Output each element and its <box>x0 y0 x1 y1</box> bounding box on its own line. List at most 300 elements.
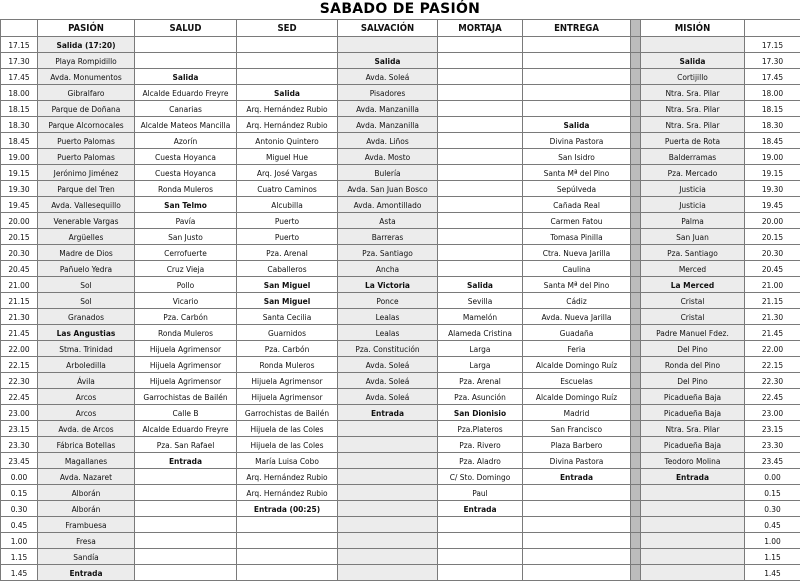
schedule-cell: Ronda Muleros <box>135 181 237 197</box>
schedule-cell: Parque Alcornocales <box>38 117 135 133</box>
column-separator <box>631 469 641 485</box>
time-cell-right: 1.15 <box>745 549 800 565</box>
schedule-cell <box>135 37 237 53</box>
time-cell: 20.00 <box>1 213 38 229</box>
table-row <box>1 325 800 341</box>
schedule-cell: C/ Sto. Domingo <box>438 469 523 485</box>
header-row <box>1 20 800 37</box>
column-separator <box>631 565 641 581</box>
schedule-cell: Entrada <box>438 501 523 517</box>
schedule-cell: Del Pino <box>641 373 745 389</box>
table-row <box>1 53 800 69</box>
table-row <box>1 469 800 485</box>
time-cell-right: 17.45 <box>745 69 800 85</box>
schedule-cell: Larga <box>438 357 523 373</box>
schedule-cell: Argüelles <box>38 229 135 245</box>
schedule-cell: Jerónimo Jiménez <box>38 165 135 181</box>
schedule-cell: Picadueña Baja <box>641 389 745 405</box>
table-row <box>1 373 800 389</box>
schedule-cell: Granados <box>38 309 135 325</box>
schedule-cell: Ntra. Sra. Pilar <box>641 85 745 101</box>
schedule-cell: Santa Mª del Pino <box>523 277 631 293</box>
schedule-cell: Alcalde Domingo Ruíz <box>523 357 631 373</box>
page-title: SABADO DE PASIÓN <box>319 1 481 17</box>
schedule-cell: Cristal <box>641 309 745 325</box>
time-cell-right: 0.30 <box>745 501 800 517</box>
time-cell-right: 22.00 <box>745 341 800 357</box>
column-separator <box>631 85 641 101</box>
schedule-cell: Pza. Constitución <box>338 341 438 357</box>
schedule-cell: Balderramas <box>641 149 745 165</box>
schedule-cell: Fresa <box>38 533 135 549</box>
schedule-cell <box>338 469 438 485</box>
schedule-cell <box>438 533 523 549</box>
schedule-cell <box>135 469 237 485</box>
column-separator <box>631 117 641 133</box>
table-row <box>1 133 800 149</box>
schedule-cell <box>523 549 631 565</box>
schedule-cell: Ávila <box>38 373 135 389</box>
schedule-cell: Entrada <box>641 469 745 485</box>
table-row <box>1 245 800 261</box>
column-separator <box>631 53 641 69</box>
schedule-cell: Gibralfaro <box>38 85 135 101</box>
schedule-cell: Alcalde Mateos Mancilla <box>135 117 237 133</box>
schedule-cell: Ntra. Sra. Pilar <box>641 101 745 117</box>
schedule-cell: Sepúlveda <box>523 181 631 197</box>
schedule-cell: Venerable Vargas <box>38 213 135 229</box>
table-row <box>1 229 800 245</box>
schedule-cell <box>523 517 631 533</box>
schedule-cell <box>338 485 438 501</box>
schedule-cell: Arcos <box>38 389 135 405</box>
time-cell: 19.45 <box>1 197 38 213</box>
time-cell: 0.00 <box>1 469 38 485</box>
schedule-cell: Plaza Barbero <box>523 437 631 453</box>
schedule-cell: Cruz Vieja <box>135 261 237 277</box>
table-row <box>1 357 800 373</box>
schedule-cell: Pza. Mercado <box>641 165 745 181</box>
schedule-cell: Alcalde Eduardo Freyre <box>135 85 237 101</box>
column-separator <box>631 405 641 421</box>
schedule-cell: Lealas <box>338 325 438 341</box>
time-cell-right: 19.30 <box>745 181 800 197</box>
schedule-cell: Pza. Carbón <box>237 341 338 357</box>
table-row <box>1 405 800 421</box>
time-cell: 18.00 <box>1 85 38 101</box>
schedule-cell: Hijuela de las Coles <box>237 437 338 453</box>
time-cell: 17.15 <box>1 37 38 53</box>
column-separator <box>631 549 641 565</box>
schedule-cell <box>338 37 438 53</box>
schedule-cell: Hijuela Agrimensor <box>135 341 237 357</box>
schedule-cell: Pisadores <box>338 85 438 101</box>
schedule-cell <box>641 485 745 501</box>
schedule-cell: Salida <box>338 53 438 69</box>
schedule-cell: Canarias <box>135 101 237 117</box>
schedule-cell: La Merced <box>641 277 745 293</box>
schedule-cell: Ronda Muleros <box>135 325 237 341</box>
column-separator <box>631 101 641 117</box>
schedule-cell: Avda. Manzanilla <box>338 101 438 117</box>
schedule-cell: Pza. Carbón <box>135 309 237 325</box>
time-cell-right: 0.00 <box>745 469 800 485</box>
schedule-cell: Paul <box>438 485 523 501</box>
schedule-cell <box>338 501 438 517</box>
schedule-cell <box>338 549 438 565</box>
table-row <box>1 485 800 501</box>
schedule-cell: Entrada <box>523 469 631 485</box>
schedule-cell <box>237 533 338 549</box>
table-row <box>1 101 800 117</box>
schedule-cell: San Dionisio <box>438 405 523 421</box>
table-row <box>1 117 800 133</box>
schedule-cell <box>438 565 523 581</box>
schedule-cell: Salida <box>237 85 338 101</box>
schedule-cell: Larga <box>438 341 523 357</box>
schedule-cell: Lealas <box>338 309 438 325</box>
time-cell-right: 18.15 <box>745 101 800 117</box>
column-header-salvación: SALVACIÓN <box>338 20 438 37</box>
schedule-cell: Alameda Cristina <box>438 325 523 341</box>
schedule-cell <box>338 437 438 453</box>
column-header-time <box>745 20 800 37</box>
time-cell-right: 20.30 <box>745 245 800 261</box>
column-separator <box>631 133 641 149</box>
time-cell-right: 21.45 <box>745 325 800 341</box>
schedule-cell: Cuatro Caminos <box>237 181 338 197</box>
column-separator <box>631 181 641 197</box>
column-separator <box>631 389 641 405</box>
schedule-cell <box>438 117 523 133</box>
column-separator <box>631 517 641 533</box>
schedule-cell: Arq. José Vargas <box>237 165 338 181</box>
column-separator <box>631 421 641 437</box>
table-row <box>1 437 800 453</box>
schedule-cell: San Juan <box>641 229 745 245</box>
time-cell: 17.30 <box>1 53 38 69</box>
schedule-cell: Pza. Santiago <box>338 245 438 261</box>
schedule-cell: Divina Pastora <box>523 133 631 149</box>
column-header-sed: SED <box>237 20 338 37</box>
schedule-cell <box>338 421 438 437</box>
table-row <box>1 453 800 469</box>
schedule-cell <box>641 37 745 53</box>
schedule-cell <box>237 549 338 565</box>
schedule-cell: Cádiz <box>523 293 631 309</box>
schedule-cell: Alcalde Domingo Ruíz <box>523 389 631 405</box>
schedule-cell <box>641 533 745 549</box>
table-row <box>1 149 800 165</box>
time-cell: 19.15 <box>1 165 38 181</box>
schedule-cell: Merced <box>641 261 745 277</box>
time-cell: 1.15 <box>1 549 38 565</box>
column-separator <box>631 357 641 373</box>
schedule-cell: Puerto Palomas <box>38 149 135 165</box>
time-cell: 18.45 <box>1 133 38 149</box>
table-row <box>1 197 800 213</box>
time-cell-right: 1.45 <box>745 565 800 581</box>
table-row <box>1 549 800 565</box>
time-cell-right: 19.00 <box>745 149 800 165</box>
schedule-cell: Arq. Hernández Rubio <box>237 485 338 501</box>
schedule-cell: Entrada <box>135 453 237 469</box>
schedule-cell: Stma. Trinidad <box>38 341 135 357</box>
schedule-cell: Puerto <box>237 229 338 245</box>
time-cell-right: 19.45 <box>745 197 800 213</box>
table-row <box>1 213 800 229</box>
schedule-cell <box>523 533 631 549</box>
time-cell: 20.30 <box>1 245 38 261</box>
schedule-cell: Divina Pastora <box>523 453 631 469</box>
schedule-cell: Bulería <box>338 165 438 181</box>
schedule-cell <box>523 53 631 69</box>
table-row <box>1 181 800 197</box>
column-separator <box>631 437 641 453</box>
time-cell: 18.30 <box>1 117 38 133</box>
column-separator <box>631 373 641 389</box>
schedule-cell <box>523 85 631 101</box>
column-header-mortaja: MORTAJA <box>438 20 523 37</box>
column-separator <box>631 341 641 357</box>
schedule-cell: Entrada <box>338 405 438 421</box>
time-cell-right: 17.30 <box>745 53 800 69</box>
column-separator <box>631 149 641 165</box>
time-cell-right: 20.15 <box>745 229 800 245</box>
schedule-cell <box>438 149 523 165</box>
schedule-cell: Avda. Nueva Jarilla <box>523 309 631 325</box>
schedule-cell <box>135 53 237 69</box>
schedule-cell: Arq. Hernández Rubio <box>237 101 338 117</box>
schedule-cell <box>135 565 237 581</box>
time-cell: 0.30 <box>1 501 38 517</box>
schedule-cell: Guadaña <box>523 325 631 341</box>
schedule-cell <box>438 101 523 117</box>
schedule-cell: Pza. Aladro <box>438 453 523 469</box>
schedule-cell <box>135 533 237 549</box>
table-row <box>1 85 800 101</box>
schedule-cell: Madrid <box>523 405 631 421</box>
schedule-cell: Alborán <box>38 501 135 517</box>
schedule-cell: Pza. Rivero <box>438 437 523 453</box>
schedule-cell: Alcalde Eduardo Freyre <box>135 421 237 437</box>
schedule-cell <box>641 517 745 533</box>
schedule-cell: San Justo <box>135 229 237 245</box>
schedule-cell: Salida <box>438 277 523 293</box>
schedule-cell: Alcubilla <box>237 197 338 213</box>
schedule-cell: Cerrofuerte <box>135 245 237 261</box>
time-cell-right: 22.45 <box>745 389 800 405</box>
schedule-cell: Playa Rompidillo <box>38 53 135 69</box>
schedule-cell: Parque del Tren <box>38 181 135 197</box>
column-header-salud: SALUD <box>135 20 237 37</box>
table-row <box>1 277 800 293</box>
time-cell: 20.15 <box>1 229 38 245</box>
schedule-cell <box>438 197 523 213</box>
column-separator <box>631 261 641 277</box>
time-cell: 19.00 <box>1 149 38 165</box>
schedule-cell <box>523 565 631 581</box>
schedule-cell: Escuelas <box>523 373 631 389</box>
schedule-cell <box>438 245 523 261</box>
schedule-cell <box>338 533 438 549</box>
schedule-cell: Vicario <box>135 293 237 309</box>
column-separator <box>631 37 641 53</box>
schedule-cell: Hijuela Agrimensor <box>135 373 237 389</box>
schedule-cell <box>438 181 523 197</box>
time-cell: 23.45 <box>1 453 38 469</box>
time-cell: 22.45 <box>1 389 38 405</box>
schedule-cell <box>135 485 237 501</box>
table-row <box>1 565 800 581</box>
schedule-cell: Salida <box>523 117 631 133</box>
column-separator <box>631 245 641 261</box>
column-separator <box>631 69 641 85</box>
schedule-cell: Frambuesa <box>38 517 135 533</box>
schedule-cell: Feria <box>523 341 631 357</box>
schedule-cell: Avda. Amontillado <box>338 197 438 213</box>
schedule-cell: San Telmo <box>135 197 237 213</box>
column-header-misión: MISIÓN <box>641 20 745 37</box>
schedule-cell: Pza. Arenal <box>237 245 338 261</box>
schedule-cell <box>438 37 523 53</box>
schedule-cell <box>438 69 523 85</box>
column-separator <box>631 533 641 549</box>
time-cell: 22.30 <box>1 373 38 389</box>
schedule-cell: Avda. Manzanilla <box>338 117 438 133</box>
schedule-cell: Alborán <box>38 485 135 501</box>
time-cell: 21.00 <box>1 277 38 293</box>
schedule-cell: Hijuela de las Coles <box>237 421 338 437</box>
schedule-cell <box>523 485 631 501</box>
schedule-cell <box>338 565 438 581</box>
time-cell: 1.45 <box>1 565 38 581</box>
time-cell: 22.00 <box>1 341 38 357</box>
schedule-cell <box>338 453 438 469</box>
schedule-cell: Avda. Liños <box>338 133 438 149</box>
schedule-cell <box>523 69 631 85</box>
time-cell: 18.15 <box>1 101 38 117</box>
schedule-cell: Fábrica Botellas <box>38 437 135 453</box>
schedule-cell <box>237 517 338 533</box>
time-cell-right: 23.30 <box>745 437 800 453</box>
schedule-cell: San Francisco <box>523 421 631 437</box>
schedule-cell: Arq. Hernández Rubio <box>237 469 338 485</box>
schedule-cell: Del Pino <box>641 341 745 357</box>
schedule-cell: Pza. San Rafael <box>135 437 237 453</box>
time-cell: 23.15 <box>1 421 38 437</box>
schedule-cell <box>237 69 338 85</box>
schedule-cell <box>438 133 523 149</box>
schedule-cell: Hijuela Agrimensor <box>237 373 338 389</box>
schedule-cell <box>438 85 523 101</box>
time-cell-right: 21.00 <box>745 277 800 293</box>
schedule-cell: Cuesta Hoyanca <box>135 165 237 181</box>
schedule-cell: Sol <box>38 277 135 293</box>
schedule-cell: Pza. Arenal <box>438 373 523 389</box>
schedule-cell: Barreras <box>338 229 438 245</box>
time-cell-right: 21.30 <box>745 309 800 325</box>
schedule-cell: Caballeros <box>237 261 338 277</box>
time-cell-right: 22.30 <box>745 373 800 389</box>
schedule-cell <box>438 549 523 565</box>
schedule-cell: Puerto Palomas <box>38 133 135 149</box>
table-row <box>1 341 800 357</box>
column-separator <box>631 20 641 37</box>
table-row <box>1 69 800 85</box>
time-cell-right: 0.45 <box>745 517 800 533</box>
table-row <box>1 261 800 277</box>
column-separator <box>631 325 641 341</box>
schedule-cell: Avda. de Arcos <box>38 421 135 437</box>
time-cell: 23.30 <box>1 437 38 453</box>
schedule-cell: Teodoro Molina <box>641 453 745 469</box>
schedule-cell: Sol <box>38 293 135 309</box>
schedule-cell: Ntra. Sra. Pilar <box>641 421 745 437</box>
schedule-cell: Pañuelo Yedra <box>38 261 135 277</box>
schedule-cell: Pollo <box>135 277 237 293</box>
time-cell: 21.45 <box>1 325 38 341</box>
schedule-cell: Salida <box>135 69 237 85</box>
schedule-cell: Avda. Mosto <box>338 149 438 165</box>
schedule-cell: Picadueña Baja <box>641 405 745 421</box>
column-separator <box>631 501 641 517</box>
schedule-cell: Magallanes <box>38 453 135 469</box>
schedule-cell: Avda. Soleá <box>338 69 438 85</box>
time-cell-right: 23.15 <box>745 421 800 437</box>
schedule-cell: Madre de Dios <box>38 245 135 261</box>
schedule-cell: Asta <box>338 213 438 229</box>
schedule-cell: Arq. Hernández Rubio <box>237 117 338 133</box>
time-cell-right: 1.00 <box>745 533 800 549</box>
time-cell: 23.00 <box>1 405 38 421</box>
schedule-cell <box>438 517 523 533</box>
table-row <box>1 533 800 549</box>
schedule-cell <box>438 53 523 69</box>
schedule-cell <box>135 517 237 533</box>
schedule-cell: Cortijillo <box>641 69 745 85</box>
schedule-cell: Caulina <box>523 261 631 277</box>
schedule-cell: Sandía <box>38 549 135 565</box>
schedule-cell <box>438 213 523 229</box>
table-row <box>1 165 800 181</box>
time-cell: 22.15 <box>1 357 38 373</box>
time-cell-right: 0.15 <box>745 485 800 501</box>
schedule-cell: Ronda del Pino <box>641 357 745 373</box>
column-separator <box>631 485 641 501</box>
time-cell-right: 23.00 <box>745 405 800 421</box>
schedule-cell: Ntra. Sra. Pilar <box>641 117 745 133</box>
table-row <box>1 389 800 405</box>
time-cell: 21.30 <box>1 309 38 325</box>
schedule-cell: Entrada <box>38 565 135 581</box>
schedule-cell: Padre Manuel Fdez. <box>641 325 745 341</box>
column-header-pasión: PASIÓN <box>38 20 135 37</box>
schedule-cell: Carmen Fatou <box>523 213 631 229</box>
schedule-cell: Avda. Soleá <box>338 389 438 405</box>
schedule-cell: Miguel Hue <box>237 149 338 165</box>
column-header-entrega: ENTREGA <box>523 20 631 37</box>
schedule-cell: Garrochistas de Bailén <box>237 405 338 421</box>
table-row <box>1 421 800 437</box>
time-cell-right: 17.15 <box>745 37 800 53</box>
schedule-cell: Salida (17:20) <box>38 37 135 53</box>
schedule-cell <box>135 549 237 565</box>
schedule-cell: Tomasa Pinilla <box>523 229 631 245</box>
schedule-cell <box>641 501 745 517</box>
schedule-cell: San Miguel <box>237 293 338 309</box>
table-row <box>1 517 800 533</box>
